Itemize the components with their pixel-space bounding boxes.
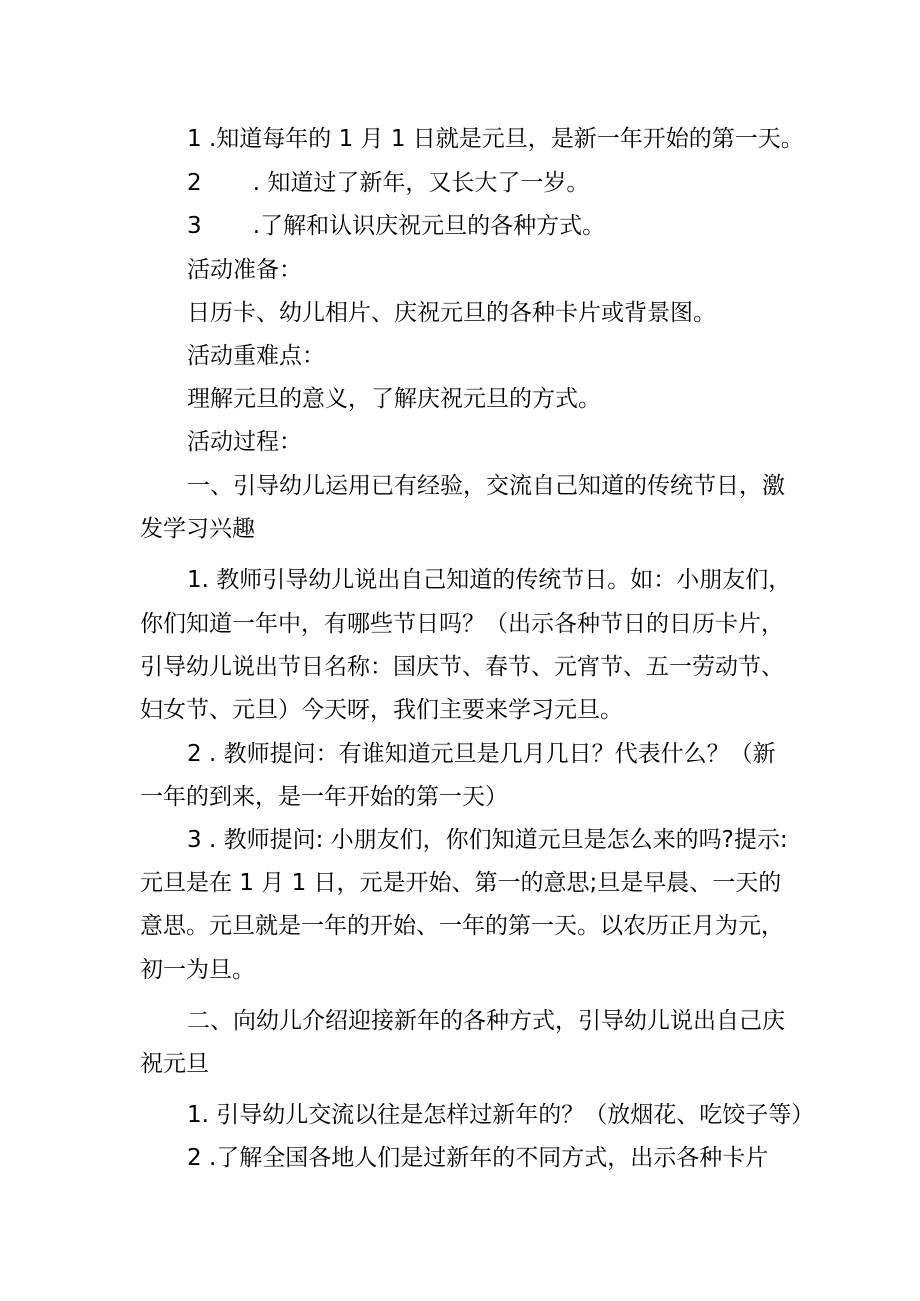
paragraph-line: 初一为旦。 — [140, 957, 255, 983]
paragraph-line: 3 . 教师提问: 小朋友们，你们知道元旦是怎么来的吗?提示: — [187, 827, 788, 853]
section-two-heading: 二、向幼儿介绍迎接新年的各种方式，引导幼儿说出自己庆 — [187, 1008, 785, 1034]
paragraph-line: 2 .了解全国各地人们是过新年的不同方式，出示各种卡片 — [187, 1145, 769, 1171]
goal-line-1: 1 .知道每年的 1 月 1 日就是元旦，是新一年开始的第一天。 — [187, 126, 804, 152]
section-one-heading: 一、引导幼儿运用已有经验，交流自己知道的传统节日，激 — [187, 473, 785, 499]
key-points-text: 理解元旦的意义，了解庆祝元旦的方式。 — [187, 386, 601, 412]
heading-key-points: 活动重难点： — [187, 343, 325, 369]
preparation-text: 日历卡、幼儿相片、庆祝元旦的各种卡片或背景图。 — [187, 300, 716, 326]
paragraph-line: 意思。元旦就是一年的开始、一年的第一天。以农历正月为元， — [140, 913, 784, 939]
section-one-heading-cont: 发学习兴趣 — [140, 516, 255, 542]
paragraph-line: 2 . 教师提问：有谁知道元旦是几月几日？代表什么？（新 — [187, 741, 776, 767]
paragraph-line: 元旦是在 1 月 1 日，元是开始、第一的意思;旦是早晨、一天的 — [140, 870, 782, 896]
paragraph-line: 1. 教师引导幼儿说出自己知道的传统节日。如：小朋友们， — [187, 567, 792, 593]
paragraph-line: 1. 引导幼儿交流以往是怎样过新年的？（放烟花、吃饺子等） — [187, 1102, 815, 1128]
heading-process: 活动过程： — [187, 429, 302, 455]
goal-line-3: 3 .了解和认识庆祝元旦的各种方式。 — [187, 213, 606, 239]
paragraph-line: 妇女节、元旦）今天呀，我们主要来学习元旦。 — [140, 697, 623, 723]
paragraph-line: 一年的到来，是一年开始的第一天） — [140, 784, 508, 810]
goal-line-2: 2 . 知道过了新年，又长大了一岁。 — [187, 170, 590, 196]
heading-preparation: 活动准备： — [187, 257, 302, 283]
paragraph-line: 引导幼儿说出节日名称：国庆节、春节、元宵节、五一劳动节、 — [140, 654, 784, 680]
section-two-heading-cont: 祝元旦 — [140, 1051, 209, 1077]
paragraph-line: 你们知道一年中，有哪些节日吗？（出示各种节日的日历卡片， — [140, 611, 784, 637]
